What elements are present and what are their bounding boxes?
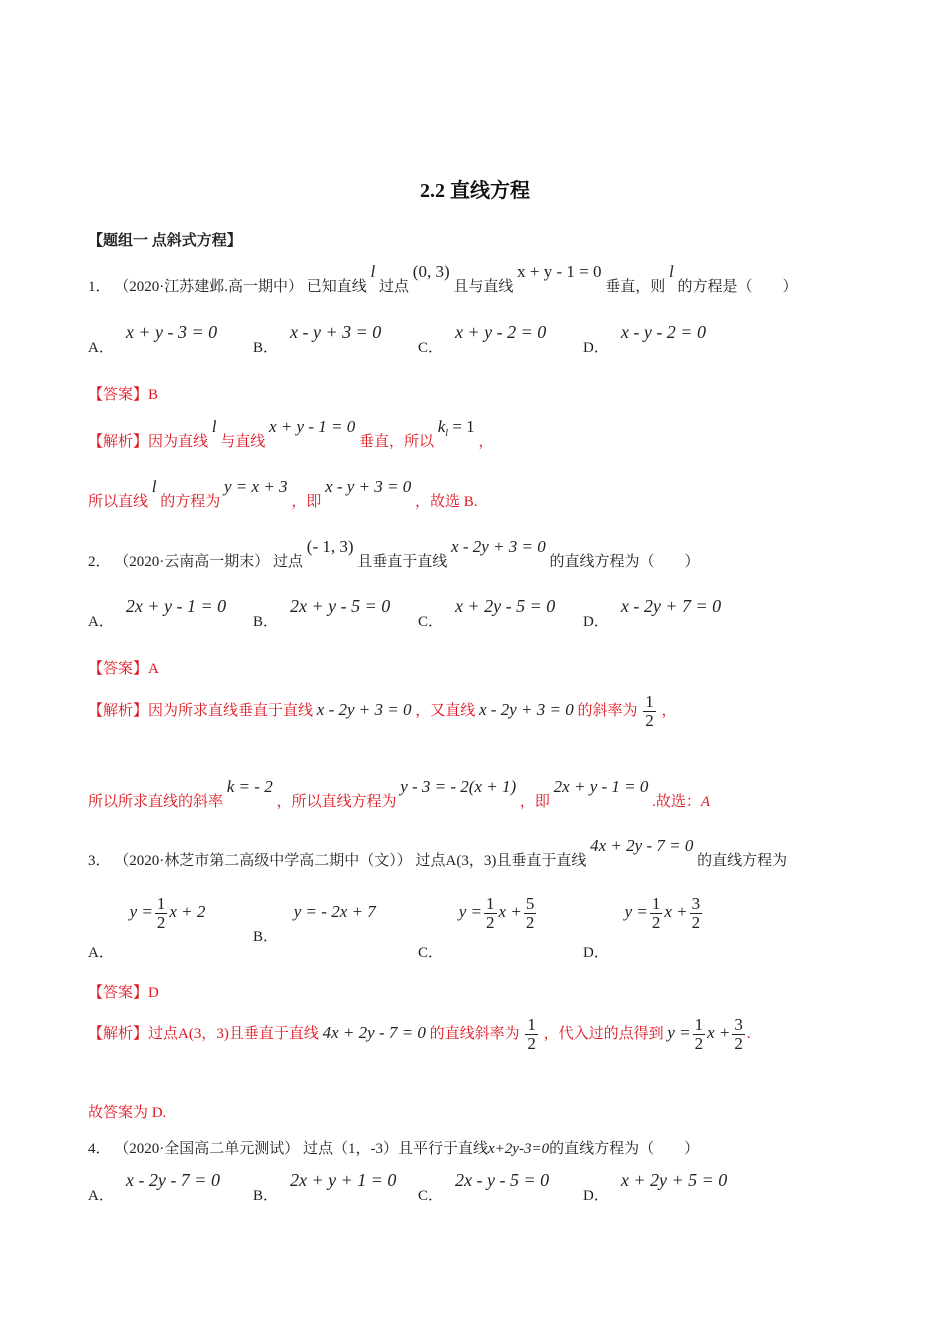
option-label: C． bbox=[418, 340, 444, 356]
math-equation: 4x + 2y - 7 = 0 bbox=[322, 1022, 426, 1042]
math-fraction bbox=[643, 693, 656, 730]
math-fraction bbox=[650, 895, 663, 932]
question-number: 4． bbox=[88, 1141, 111, 1157]
analysis-tag: 【解析】 bbox=[88, 702, 149, 719]
option-label: D． bbox=[583, 614, 609, 630]
answer-value: D bbox=[148, 985, 159, 1001]
math-fraction bbox=[525, 1016, 538, 1053]
fraction-denominator: 2 bbox=[691, 912, 701, 932]
option-equation: x + y - 2 = 0 bbox=[455, 322, 547, 342]
math-var: l bbox=[151, 477, 157, 496]
option-b bbox=[253, 322, 382, 357]
math-equation: x - y + 3 = 0 bbox=[325, 477, 412, 496]
math-text: y = bbox=[129, 901, 153, 921]
math-point: (0, 3) bbox=[412, 262, 450, 281]
option-label: C． bbox=[418, 944, 444, 961]
math-value: = 1 bbox=[452, 417, 475, 436]
math-point: A(3，3) bbox=[445, 853, 497, 869]
analysis-tag: 【解析】 bbox=[88, 1025, 149, 1042]
analysis-text: .故选： bbox=[652, 794, 701, 810]
math-fraction bbox=[155, 895, 168, 932]
analysis-text: ，即 bbox=[291, 494, 322, 510]
math-equation: y = x + 3 bbox=[224, 477, 288, 496]
analysis-text: 因为直线 bbox=[148, 434, 209, 450]
fraction-denominator: 2 bbox=[694, 1033, 704, 1053]
question-text: 已知直线 bbox=[306, 279, 367, 295]
analysis-text: ， bbox=[478, 434, 494, 450]
analysis-text: 过点 bbox=[148, 1025, 179, 1042]
answer-2 bbox=[88, 657, 159, 678]
analysis-text: 的方程为 bbox=[160, 494, 221, 510]
fraction-denominator: 2 bbox=[527, 1033, 536, 1053]
question-text: 过点 bbox=[415, 853, 446, 869]
fraction-denominator: 2 bbox=[645, 710, 654, 730]
option-c bbox=[418, 1170, 550, 1205]
question-source: （2020·江苏建邺.高一期中） bbox=[114, 279, 304, 295]
math-fraction bbox=[690, 895, 703, 932]
answer-value: B bbox=[148, 387, 159, 403]
fraction-denominator: 2 bbox=[156, 912, 166, 932]
answer-3 bbox=[88, 981, 159, 1002]
math-fraction bbox=[484, 895, 497, 932]
option-d bbox=[583, 596, 722, 631]
question-source: （2020·全国高二单元测试） bbox=[114, 1141, 300, 1157]
math-fraction bbox=[524, 895, 537, 932]
option-equation: x + y - 3 = 0 bbox=[125, 322, 218, 342]
fraction-numerator: 1 bbox=[694, 1015, 704, 1034]
math-text: x + 2 bbox=[169, 901, 206, 921]
option-equation: 2x + y + 1 = 0 bbox=[290, 1170, 397, 1190]
option-equation: x - y + 3 = 0 bbox=[290, 322, 382, 342]
analysis-text: ，代入过的点得到 bbox=[543, 1025, 664, 1042]
math-var: k bbox=[437, 417, 446, 436]
fraction-denominator: 2 bbox=[651, 912, 661, 932]
option-equation: x - 2y - 7 = 0 bbox=[125, 1170, 220, 1190]
analysis-3-line-1 bbox=[88, 1016, 751, 1053]
answer-1 bbox=[88, 383, 158, 404]
question-3 bbox=[88, 836, 788, 870]
question-text: 过点 bbox=[273, 554, 304, 570]
math-text: x + bbox=[664, 901, 688, 921]
math-fraction bbox=[693, 1016, 706, 1053]
math-var: l bbox=[211, 417, 217, 436]
analysis-text: ，故选 B. bbox=[415, 494, 478, 510]
option-label: B． bbox=[253, 1188, 279, 1204]
group-heading: 【题组一 点斜式方程】 bbox=[88, 233, 242, 249]
math-text: y = bbox=[624, 901, 648, 921]
option-equation: 2x + y - 5 = 0 bbox=[290, 596, 391, 616]
option-a bbox=[88, 596, 227, 631]
fraction-numerator: 3 bbox=[691, 894, 701, 913]
option-label: D． bbox=[583, 340, 609, 356]
option-a bbox=[88, 322, 218, 357]
question-text: 的直线方程为（ ） bbox=[549, 554, 700, 570]
option-label: A． bbox=[88, 944, 114, 961]
option-label: D． bbox=[583, 1188, 609, 1204]
fraction-numerator: 1 bbox=[651, 894, 661, 913]
fraction-denominator: 2 bbox=[486, 912, 495, 932]
question-number: 2． bbox=[88, 554, 111, 570]
math-slope bbox=[437, 417, 475, 439]
math-point: A(3，3) bbox=[178, 1025, 229, 1042]
option-label: A． bbox=[88, 1188, 114, 1204]
option-b bbox=[253, 895, 376, 945]
question-text: 且垂直于直线 bbox=[496, 853, 587, 869]
analysis-tag: 【解析】 bbox=[88, 434, 149, 450]
analysis-2-line-1 bbox=[88, 693, 676, 730]
question-text: 过点（1，-3）且平行于直线 bbox=[303, 1141, 489, 1157]
analysis-text: ，所以直线方程为 bbox=[276, 794, 397, 810]
answer-tag: 【答案】 bbox=[88, 985, 149, 1001]
question-4 bbox=[88, 1137, 699, 1158]
fraction-denominator: 2 bbox=[525, 912, 535, 932]
analysis-text: 故答案为 D. bbox=[88, 1105, 167, 1121]
analysis-text: ，即 bbox=[519, 794, 550, 810]
fraction-numerator: 5 bbox=[525, 894, 535, 913]
option-equation: 2x - y - 5 = 0 bbox=[455, 1170, 550, 1190]
option-equation: x + 2y - 5 = 0 bbox=[455, 596, 556, 616]
analysis-text: 垂直，所以 bbox=[358, 434, 434, 450]
option-label: C． bbox=[418, 1188, 444, 1204]
math-text: x + bbox=[498, 901, 522, 921]
fraction-numerator: 3 bbox=[734, 1015, 743, 1034]
analysis-text: 的直线斜率为 bbox=[429, 1025, 520, 1042]
analysis-text: . bbox=[746, 1025, 751, 1042]
option-label: A． bbox=[88, 340, 114, 356]
analysis-2-line-2 bbox=[88, 777, 711, 811]
option-a bbox=[88, 1170, 220, 1205]
answer-tag: 【答案】 bbox=[88, 661, 149, 677]
question-number: 1． bbox=[88, 279, 111, 295]
question-number: 3． bbox=[88, 853, 111, 869]
question-1 bbox=[88, 262, 798, 296]
fraction-numerator: 1 bbox=[156, 894, 166, 913]
fraction-denominator: 2 bbox=[734, 1033, 743, 1053]
analysis-text: 所以所求直线的斜率 bbox=[88, 794, 224, 810]
analysis-text: 的斜率为 bbox=[577, 702, 638, 719]
math-equation: x - 2y + 3 = 0 bbox=[316, 699, 412, 719]
math-subscript: l bbox=[445, 428, 449, 439]
option-b bbox=[253, 596, 391, 631]
option-label: B． bbox=[253, 614, 279, 630]
option-a bbox=[88, 894, 206, 961]
option-c bbox=[418, 894, 538, 961]
option-label: B． bbox=[253, 929, 279, 945]
option-d bbox=[583, 1170, 728, 1205]
math-var: l bbox=[668, 262, 674, 281]
analysis-1-line-2 bbox=[88, 477, 478, 511]
option-d bbox=[583, 322, 706, 357]
answer-tag: 【答案】 bbox=[88, 387, 149, 403]
math-text: x + bbox=[707, 1022, 731, 1042]
option-equation: x - y - 2 = 0 bbox=[620, 322, 706, 342]
analysis-3-line-2 bbox=[88, 1101, 166, 1122]
analysis-text: 所以直线 bbox=[88, 494, 149, 510]
option-c bbox=[418, 596, 556, 631]
option-label: B． bbox=[253, 340, 279, 356]
page-title: 2.2 直线方程 bbox=[420, 180, 530, 202]
fraction-numerator: 1 bbox=[645, 692, 654, 711]
analysis-text: 且垂直于直线 bbox=[228, 1025, 319, 1042]
math-equation: x - 2y + 3 = 0 bbox=[451, 537, 546, 556]
math-equation: x + y - 1 = 0 bbox=[269, 417, 356, 436]
math-equation: y = - 2x + 7 bbox=[293, 902, 376, 921]
question-2 bbox=[88, 537, 700, 571]
math-equation: x - 2y + 3 = 0 bbox=[479, 699, 574, 719]
math-equation: 2x + y - 1 = 0 bbox=[553, 777, 649, 796]
analysis-text: 与直线 bbox=[220, 434, 266, 450]
math-equation: 4x + 2y - 7 = 0 bbox=[590, 836, 694, 855]
option-c bbox=[418, 322, 547, 357]
question-text: 过点 bbox=[379, 279, 410, 295]
analysis-text: 因为所求直线垂直于直线 bbox=[148, 702, 314, 719]
option-equation: 2x + y - 1 = 0 bbox=[125, 596, 227, 616]
math-var: l bbox=[370, 262, 376, 281]
analysis-choice: A bbox=[700, 794, 711, 810]
math-equation: k = - 2 bbox=[226, 777, 273, 796]
question-text: 且与直线 bbox=[453, 279, 514, 295]
question-source: （2020·林芝市第二高级中学高二期中（文）） bbox=[114, 853, 412, 869]
question-text: 的直线方程为（ ） bbox=[549, 1141, 700, 1157]
option-equation: x - 2y + 7 = 0 bbox=[620, 596, 722, 616]
math-equation: x+2y-3=0 bbox=[488, 1141, 550, 1157]
analysis-text: ， bbox=[661, 702, 677, 719]
math-point: (- 1, 3) bbox=[306, 537, 354, 556]
answer-value: A bbox=[148, 661, 159, 677]
question-text: 的直线方程为 bbox=[697, 853, 788, 869]
math-text: y = bbox=[458, 901, 483, 921]
math-equation: x + y - 1 = 0 bbox=[517, 262, 602, 281]
option-label: D． bbox=[583, 944, 609, 961]
fraction-numerator: 1 bbox=[486, 894, 495, 913]
math-text: y = bbox=[667, 1022, 691, 1042]
analysis-1-line-1 bbox=[88, 417, 494, 451]
option-label: A． bbox=[88, 614, 114, 630]
analysis-text: ，又直线 bbox=[415, 702, 476, 719]
option-label: C． bbox=[418, 614, 444, 630]
option-b bbox=[253, 1170, 397, 1205]
option-d bbox=[583, 894, 704, 961]
question-text: 的方程是（ ） bbox=[677, 279, 798, 295]
question-text: 垂直，则 bbox=[605, 279, 666, 295]
math-equation: y - 3 = - 2(x + 1) bbox=[400, 777, 517, 796]
question-text: 且垂直于直线 bbox=[357, 554, 448, 570]
math-fraction bbox=[732, 1016, 745, 1053]
question-source: （2020·云南高一期末） bbox=[114, 554, 270, 570]
fraction-numerator: 1 bbox=[527, 1015, 536, 1034]
option-equation: x + 2y + 5 = 0 bbox=[620, 1170, 728, 1190]
